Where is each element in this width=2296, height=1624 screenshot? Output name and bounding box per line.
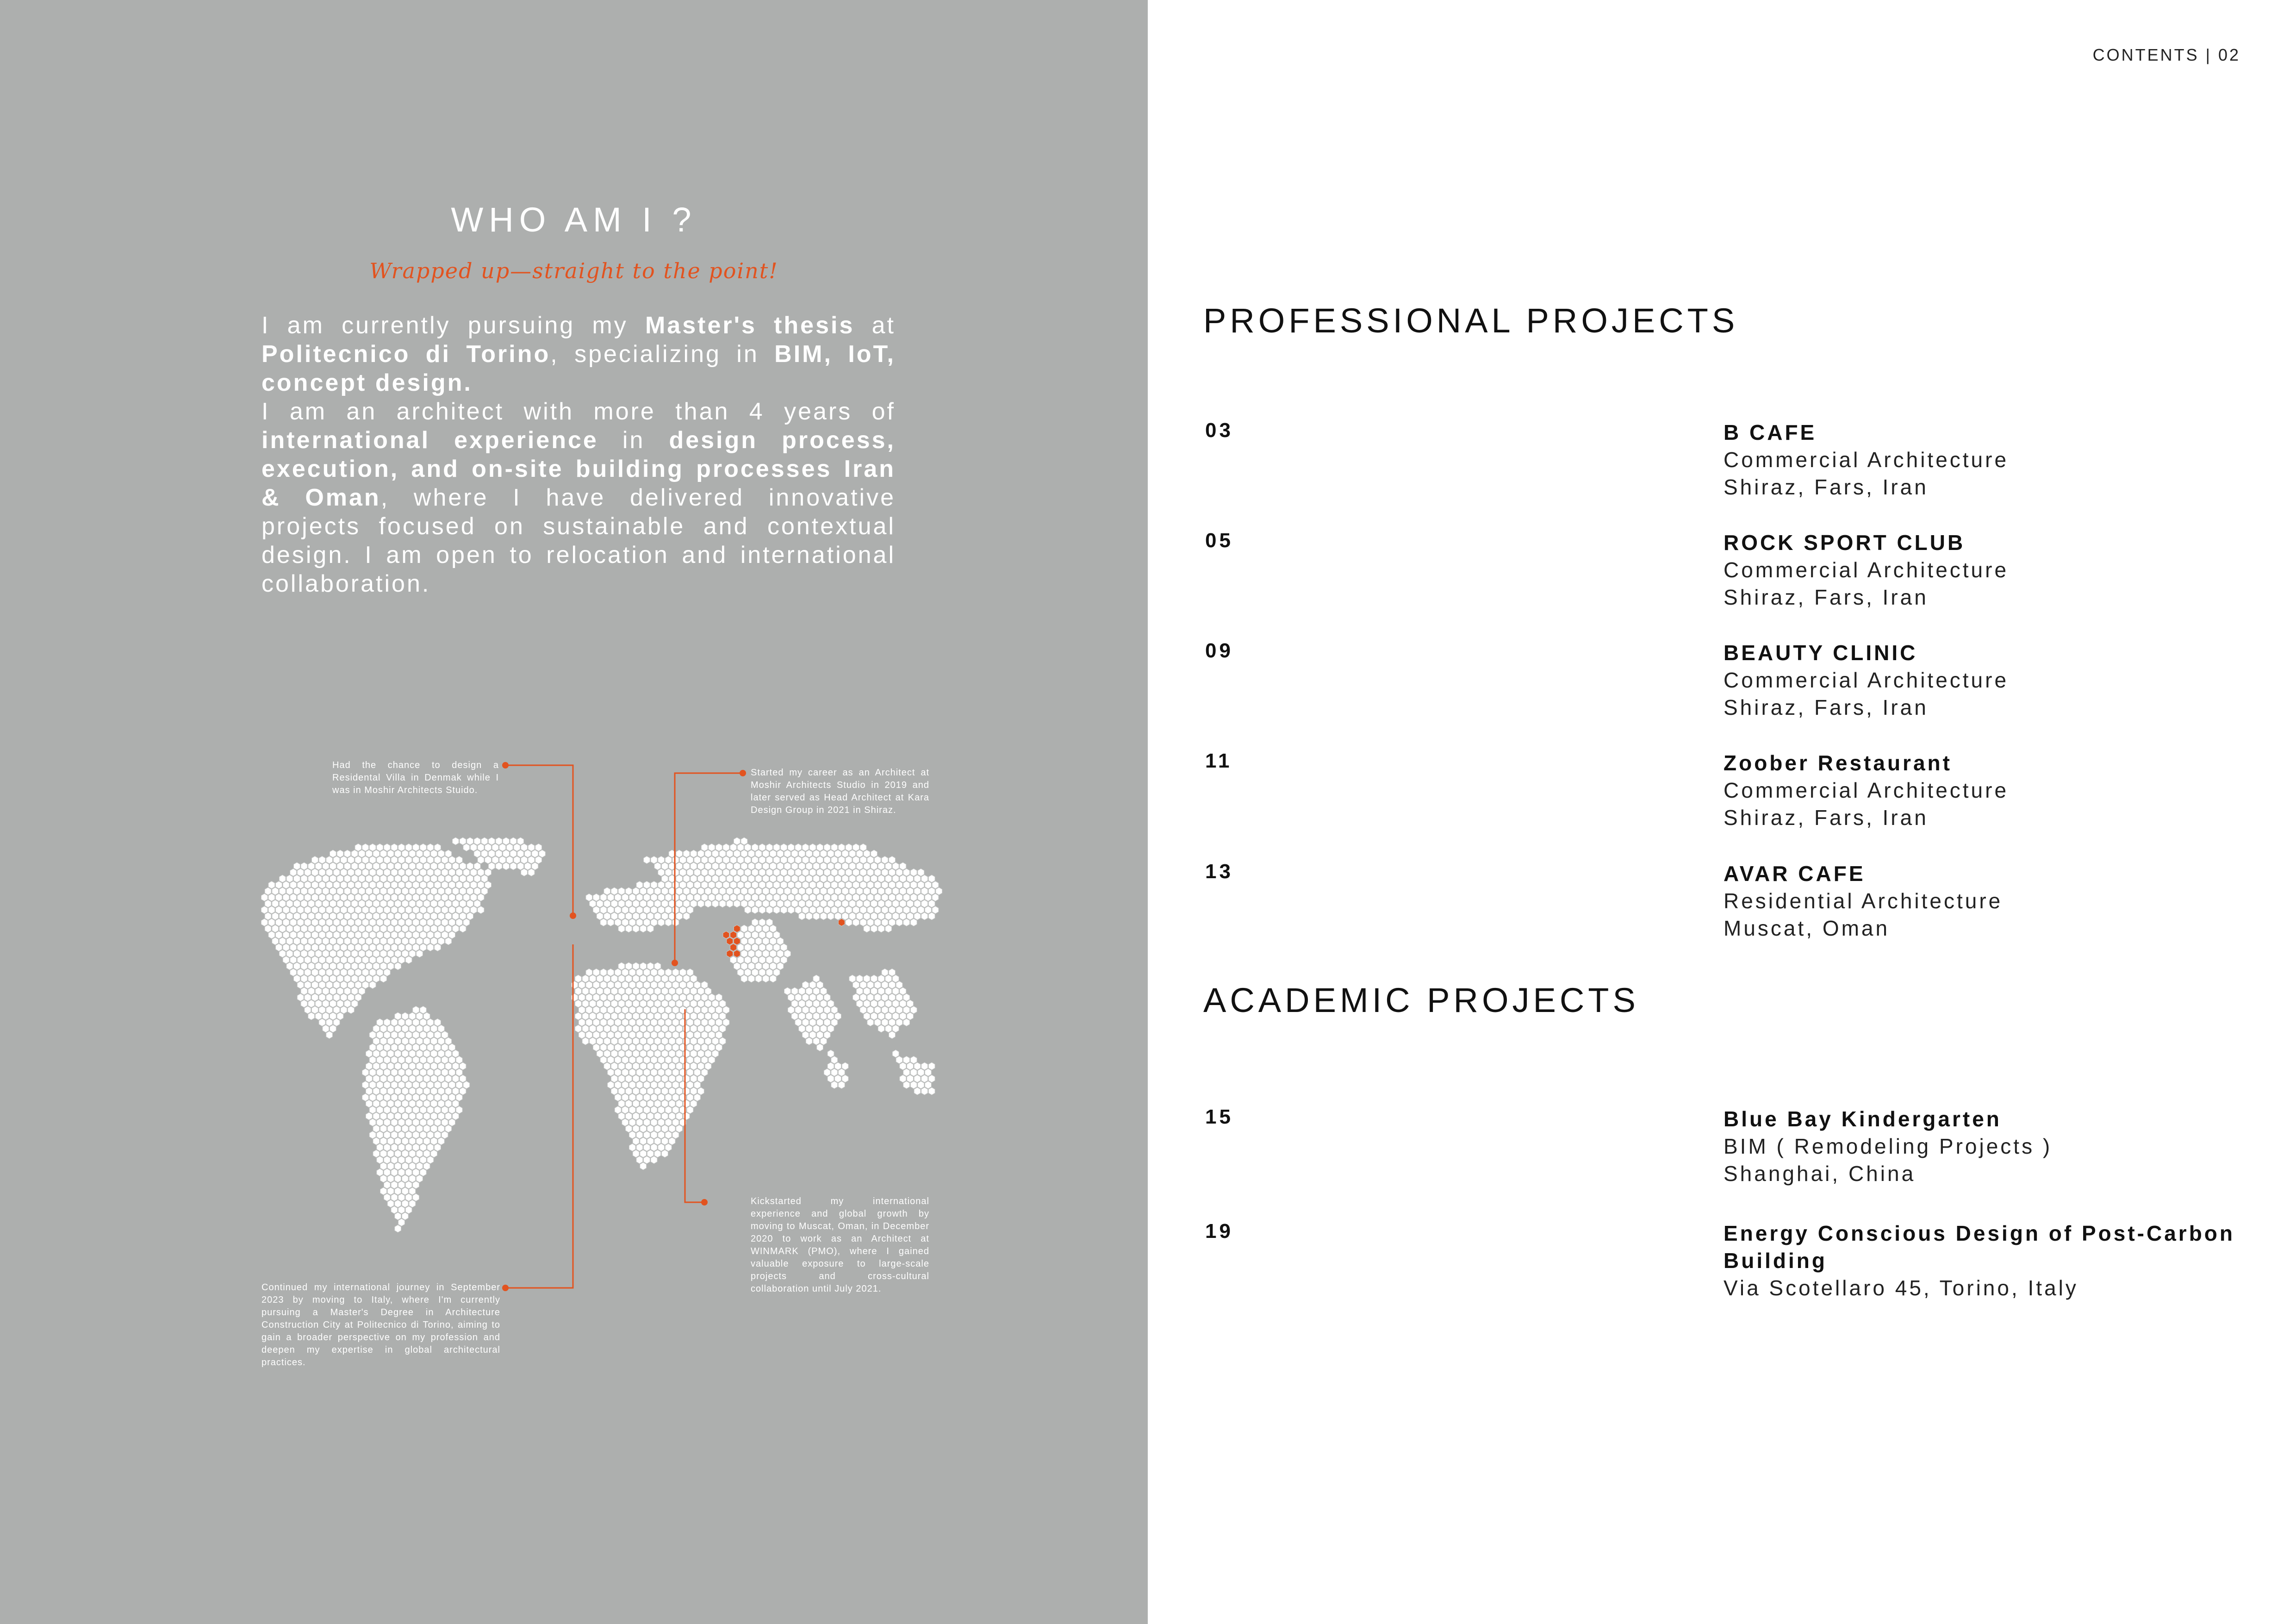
- project-name: Energy Conscious Design of Post-Carbon Building: [1724, 1221, 2235, 1273]
- intro-text: , where I have delivered innovative projects focused on sustainable and contextual design. I am open to relocation and international collaboration.: [261, 484, 896, 597]
- project-page-number: 13: [1205, 860, 1233, 883]
- connector-iran: [675, 773, 743, 963]
- page-header: CONTENTS | 02: [2092, 45, 2240, 64]
- project-location: Shanghai, China: [1724, 1162, 1916, 1186]
- project-type: Commercial Architecture: [1724, 558, 2009, 582]
- connector-denmark: [505, 765, 573, 916]
- connector-dot: [740, 770, 746, 776]
- intro-highlight: Master's thesis: [645, 312, 855, 339]
- project-location: Via Scotellaro 45, Torino, Italy: [1724, 1276, 2078, 1300]
- intro-text: I am currently pursuing my: [261, 312, 645, 339]
- project-type: Commercial Architecture: [1724, 778, 2009, 802]
- project-type: BIM ( Remodeling Projects ): [1724, 1134, 2053, 1158]
- project-page-number: 03: [1205, 419, 1233, 442]
- project-info: [1724, 1106, 2242, 1187]
- project-page-number: 11: [1205, 750, 1232, 772]
- project-type: Residential Architecture: [1724, 889, 2003, 913]
- intro-text: in: [598, 427, 669, 454]
- project-page-number: 15: [1205, 1106, 1233, 1128]
- intro-text: I am an architect with more than 4 years of: [261, 398, 896, 425]
- project-type: Commercial Architecture: [1724, 448, 2009, 472]
- project-type: Commercial Architecture: [1724, 668, 2009, 692]
- project-page-number: 09: [1205, 639, 1233, 662]
- project-page-number: 05: [1205, 529, 1233, 552]
- about-tagline: Wrapped up—straight to the point!: [369, 258, 778, 283]
- project-name: ROCK SPORT CLUB: [1724, 531, 1966, 555]
- connector-dot: [701, 1199, 708, 1206]
- intro-highlight: international experience: [261, 427, 598, 454]
- project-location: Shiraz, Fars, Iran: [1724, 475, 1929, 499]
- project-name: AVAR CAFE: [1724, 862, 1866, 886]
- project-name: BEAUTY CLINIC: [1724, 641, 1918, 665]
- project-location: Shiraz, Fars, Iran: [1724, 695, 1929, 719]
- project-info: [1724, 639, 2242, 721]
- connector-oman: [685, 1009, 704, 1202]
- callout-italy: Continued my international journey in September 2023 by moving to Italy, where I'm currently pursuing a Master's Degree in Architecture Construction City at Politecnico di Torino, aiming to gain a broader perspective on my profession and deepen my expertise in global architectural practices.: [261, 1282, 500, 1368]
- project-name: Zoober Restaurant: [1724, 751, 1952, 775]
- callout-iran: Started my career as an Architect at Moshir Architects Studio in 2019 and later served as Head Architect at Kara Design Group in 2021 in Shiraz.: [751, 768, 929, 815]
- callout-oman: Kickstarted my international experience and global growth by moving to Muscat, Oman, in December 2020 to work as an Architect at WINMARK (PMO), where I gained valuable exposure to large-scale projects and cross-cultural collaboration until July 2021.: [751, 1196, 929, 1294]
- project-page-number: 19: [1205, 1220, 1233, 1243]
- academic-projects-title: ACADEMIC PROJECTS: [1203, 981, 1639, 1019]
- project-info: [1724, 750, 2242, 831]
- project-name: B CAFE: [1724, 420, 1817, 444]
- project-location: Shiraz, Fars, Iran: [1724, 585, 1929, 609]
- professional-projects-title: PROFESSIONAL PROJECTS: [1203, 301, 1739, 340]
- connector-dot: [672, 960, 678, 966]
- callout-denmark: Had the chance to design a Residental Villa in Denmak while I was in Moshir Architects Stuido.: [332, 760, 499, 795]
- intro-highlight: design process, execution, and on-site building processes Iran & Oman: [261, 427, 896, 511]
- project-info: [1724, 419, 2242, 501]
- intro-highlight: BIM, IoT, concept design.: [261, 341, 896, 396]
- project-info: [1724, 860, 2242, 942]
- about-title: WHO AM I ?: [451, 200, 697, 239]
- intro-highlight: Politecnico di Torino: [261, 341, 551, 368]
- intro-text: , specializing in: [550, 341, 775, 368]
- project-name: Blue Bay Kindergarten: [1724, 1107, 2002, 1131]
- project-location: Shiraz, Fars, Iran: [1724, 806, 1929, 830]
- connector-dot: [502, 762, 509, 768]
- intro-text: at: [854, 312, 896, 339]
- project-location: Muscat, Oman: [1724, 916, 1890, 940]
- project-info: [1724, 1220, 2242, 1302]
- connector-italy: [505, 944, 573, 1288]
- project-info: [1724, 529, 2242, 611]
- connector-dot: [570, 912, 576, 919]
- connector-dot: [502, 1285, 509, 1291]
